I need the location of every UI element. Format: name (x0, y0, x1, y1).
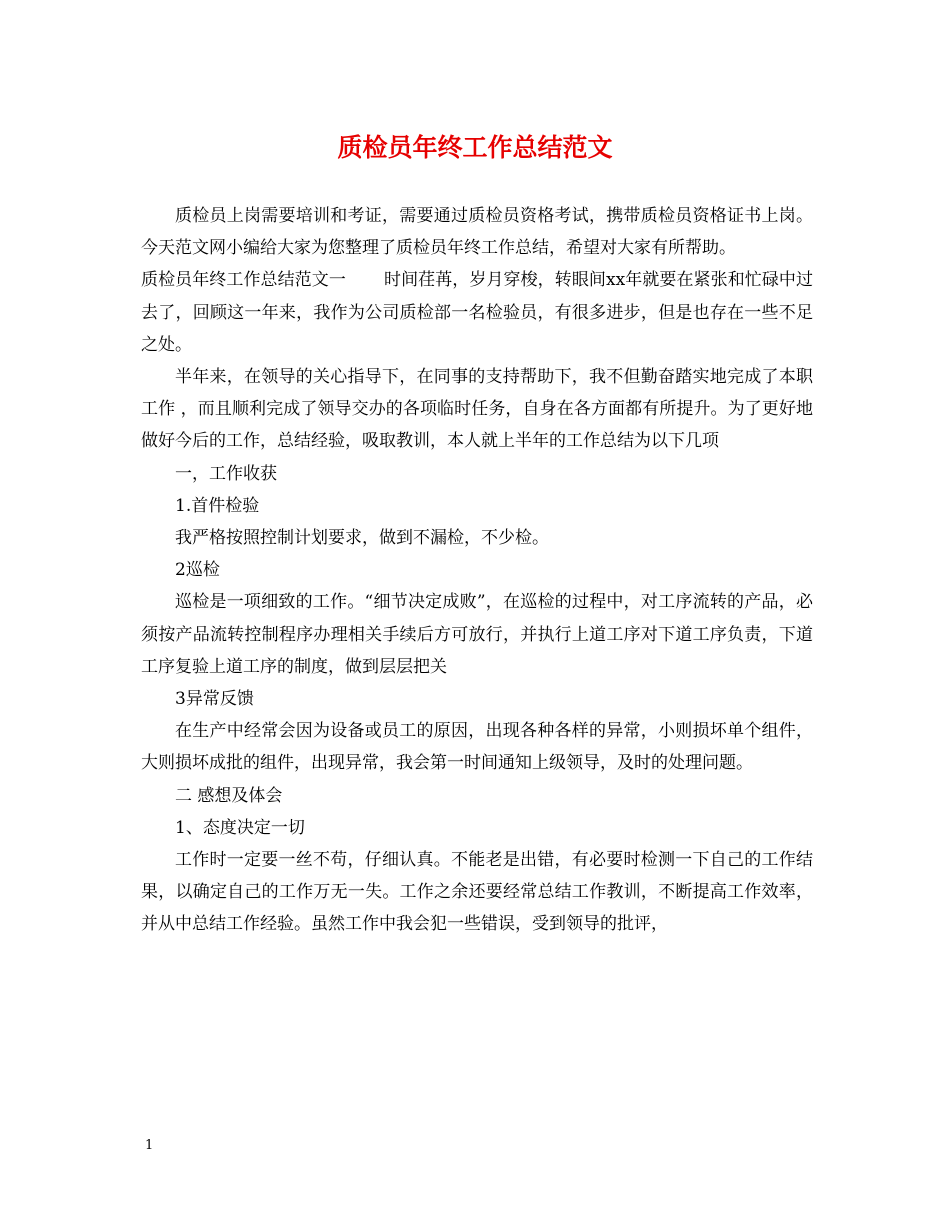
page-number: 1 (145, 1138, 154, 1153)
section-one-paragraph (141, 264, 813, 361)
sub-attitude-title: 1、态度决定一切 (175, 817, 305, 838)
section-one-text: 时间荏苒，岁月穿梭，转眼间xx年就要在紧张和忙碌中过去了，回顾这一年来，我作为公司质检部一名检验员，有很多进步，但是也存在一些不足之处。 (141, 270, 813, 355)
intro-paragraph: 质检员上岗需要培训和考证，需要通过质检员资格考试，携带质检员资格证书上岗。今天范文网小编给大家为您整理了质检员年终工作总结，希望对大家有所帮助。 (141, 206, 813, 259)
heading-reflections: 二 感想及体会 (175, 785, 283, 806)
section-one-label: 质检员年终工作总结范文一 (141, 270, 346, 291)
document-body (141, 200, 813, 941)
item-exception-text: 在生产中经常会因为设备或员工的原因，出现各种各样的异常，小则损坏单个组件，大则损坏成批的组件，出现异常，我会第一时间通知上级领导，及时的处理问题。 (141, 721, 813, 774)
item-patrol-text: 巡检是一项细致的工作。“细节决定成败”，在巡检的过程中，对工序流转的产品，必须按产品流转控制程序办理相关手续后方可放行，并执行上道工序对下道工序负责，下道工序复验上道工序的制度，做到层层把关 (141, 592, 813, 677)
sub-attitude-text: 工作时一定要一丝不苟，仔细认真。不能老是出错，有必要时检测一下自己的工作结果，以确定自己的工作万无一失。工作之余还要经常总结工作教训，不断提高工作效率，并从中总结工作经验。虽然工作中我会犯一些错误，受到领导的批评， (141, 850, 813, 935)
item-first-inspection-title: 1.首件检验 (175, 495, 260, 516)
half-year-paragraph: 半年来，在领导的关心指导下，在同事的支持帮助下，我不但勤奋踏实地完成了本职工作 ，而且顺利完成了领导交办的各项临时任务，自身在各方面都有所提升。为了更好地做好今后的工作，总结经验，吸取教训，本人就上半年的工作总结为以下几项 (141, 367, 813, 452)
item-first-inspection-text: 我严格按照控制计划要求，做到不漏检，不少检。 (175, 528, 549, 549)
document-title: 质检员年终工作总结范文 (337, 133, 613, 162)
item-exception-title: 3异常反馈 (175, 689, 254, 710)
heading-work-gains: 一，工作收获 (175, 463, 277, 484)
item-patrol-title: 2巡检 (175, 560, 220, 581)
